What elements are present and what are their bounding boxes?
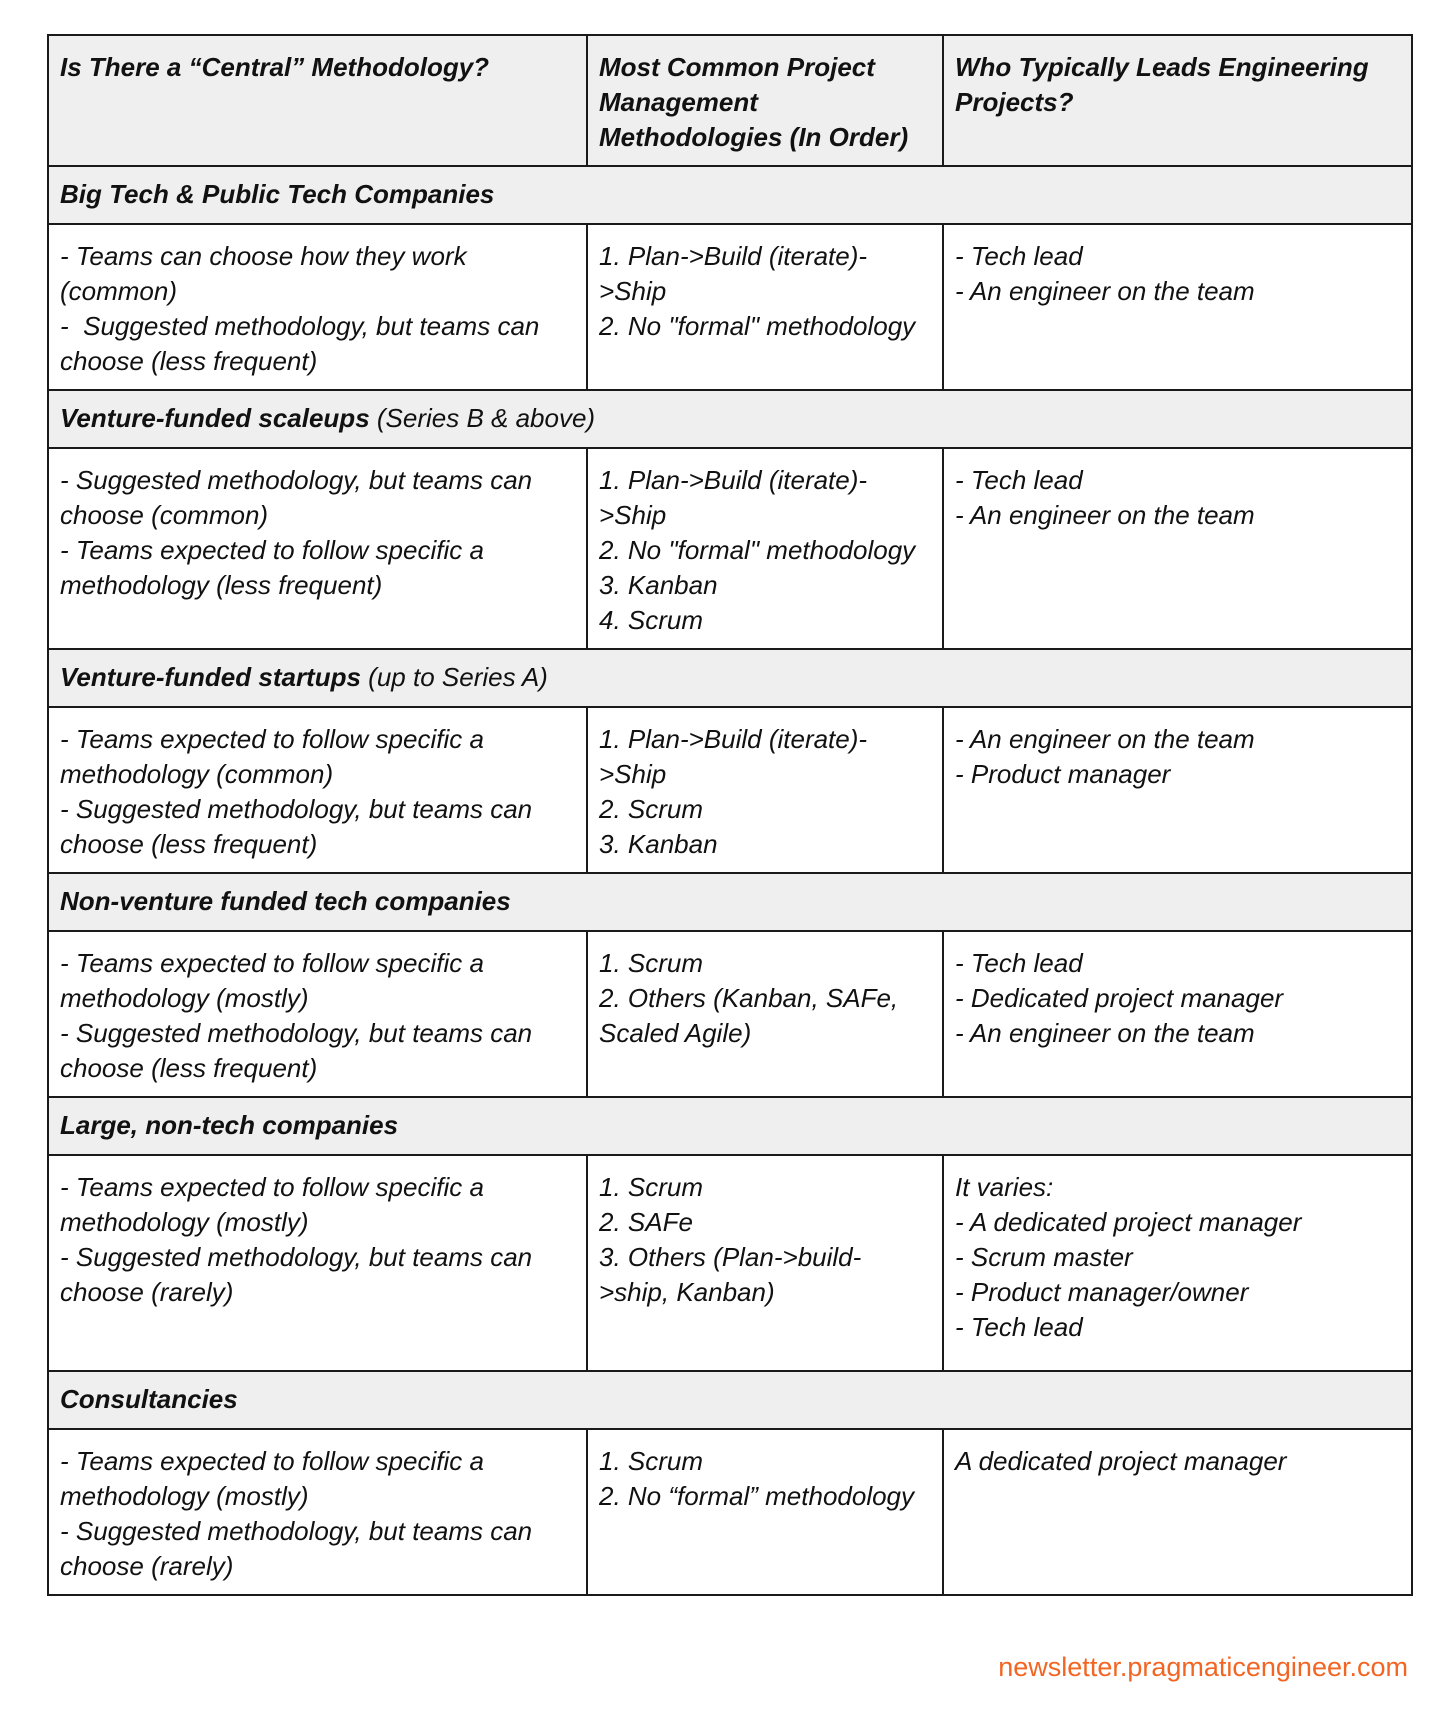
cell-line: - Tech lead	[955, 1312, 1083, 1342]
cell-line: - Suggested methodology, but teams can choose (less frequent)	[60, 1018, 540, 1083]
cell-line: - Teams expected to follow specific a methodology (mostly)	[60, 1446, 492, 1511]
cell-line: - Suggested methodology, but teams can choose (less frequent)	[60, 794, 540, 859]
cell-line: 1. Scrum	[599, 1172, 704, 1202]
header-project-leads: Who Typically Leads Engineering Projects?	[943, 35, 1412, 166]
cell-line: 2. SAFe	[599, 1207, 693, 1237]
cell-line: 1. Scrum	[599, 1446, 704, 1476]
cell-line: 2. No “formal” methodology	[599, 1481, 915, 1511]
data-row	[48, 707, 1412, 873]
header-central-methodology: Is There a “Central” Methodology?	[48, 35, 587, 166]
section-title	[48, 1097, 1412, 1155]
cell-line: - Suggested methodology, but teams can choose (common)	[60, 465, 540, 530]
cell-line: - Scrum master	[955, 1242, 1133, 1272]
cell-line: - Teams can choose how they work (common)	[60, 241, 474, 306]
cell-line: 1. Plan->Build (iterate)->Ship	[599, 241, 868, 306]
section-name: Venture-funded scaleups	[60, 403, 370, 433]
section-name: Non-venture funded tech companies	[60, 886, 511, 916]
section-row	[48, 873, 1412, 931]
leads-cell	[943, 1155, 1412, 1371]
footer-url: newsletter.pragmaticengineer.com	[998, 1652, 1408, 1682]
data-row	[48, 224, 1412, 390]
central-cell	[48, 1155, 587, 1371]
data-row	[48, 448, 1412, 649]
section-name: Large, non-tech companies	[60, 1110, 399, 1140]
cell-line: - An engineer on the team	[955, 276, 1255, 306]
cell-line: - Teams expected to follow specific a methodology (mostly)	[60, 1172, 492, 1237]
data-row	[48, 931, 1412, 1097]
section-subtitle: (up to Series A)	[360, 662, 548, 692]
leads-cell	[943, 448, 1412, 649]
cell-line: - Suggested methodology, but teams can choose (less frequent)	[60, 311, 547, 376]
section-title	[48, 649, 1412, 707]
methodologies-cell	[587, 1155, 943, 1371]
central-cell	[48, 448, 587, 649]
cell-line: It varies:	[955, 1172, 1054, 1202]
section-name: Consultancies	[60, 1384, 238, 1414]
methodologies-cell	[587, 1429, 943, 1595]
section-title	[48, 873, 1412, 931]
cell-line: 3. Others (Plan->build->ship, Kanban)	[599, 1242, 862, 1307]
methodologies-cell	[587, 448, 943, 649]
cell-line: 3. Kanban	[599, 829, 718, 859]
cell-line: A dedicated project manager	[955, 1446, 1287, 1476]
section-row	[48, 1371, 1412, 1429]
cell-line: 2. Scrum	[599, 794, 704, 824]
cell-line: 2. No "formal" methodology	[599, 535, 916, 565]
methodologies-cell	[587, 224, 943, 390]
cell-line: - An engineer on the team	[955, 500, 1255, 530]
leads-cell	[943, 224, 1412, 390]
section-row	[48, 649, 1412, 707]
cell-line: 1. Scrum	[599, 948, 704, 978]
section-name: Venture-funded startups	[60, 662, 361, 692]
cell-line: - Product manager/owner	[955, 1277, 1249, 1307]
section-subtitle: (Series B & above)	[369, 403, 596, 433]
methodologies-cell	[587, 931, 943, 1097]
cell-line: - Tech lead	[955, 948, 1083, 978]
data-row	[48, 1429, 1412, 1595]
cell-line: - A dedicated project manager	[955, 1207, 1302, 1237]
methodologies-cell	[587, 707, 943, 873]
leads-cell	[943, 1429, 1412, 1595]
section-title	[48, 1371, 1412, 1429]
cell-line: - An engineer on the team	[955, 724, 1255, 754]
leads-cell	[943, 931, 1412, 1097]
cell-line: - Product manager	[955, 759, 1171, 789]
data-row	[48, 1155, 1412, 1371]
cell-line: 3. Kanban	[599, 570, 718, 600]
cell-line: - An engineer on the team	[955, 1018, 1255, 1048]
central-cell	[48, 1429, 587, 1595]
cell-line: - Tech lead	[955, 241, 1083, 271]
central-cell	[48, 931, 587, 1097]
cell-line: - Dedicated project manager	[955, 983, 1284, 1013]
header-common-methodologies: Most Common Project Management Methodologies (In Order)	[587, 35, 943, 166]
cell-line: 1. Plan->Build (iterate)->Ship	[599, 465, 868, 530]
section-row	[48, 1097, 1412, 1155]
cell-line: - Teams expected to follow specific a methodology (common)	[60, 724, 492, 789]
cell-line: - Suggested methodology, but teams can choose (rarely)	[60, 1516, 540, 1581]
methodology-table	[47, 34, 1413, 1596]
header-row	[48, 35, 1412, 166]
cell-line: - Teams expected to follow specific a methodology (mostly)	[60, 948, 492, 1013]
cell-line: - Suggested methodology, but teams can choose (rarely)	[60, 1242, 540, 1307]
central-cell	[48, 224, 587, 390]
cell-line: 2. No "formal" methodology	[599, 311, 916, 341]
section-title	[48, 390, 1412, 448]
central-cell	[48, 707, 587, 873]
section-row	[48, 390, 1412, 448]
section-name: Big Tech & Public Tech Companies	[60, 179, 495, 209]
section-row	[48, 166, 1412, 224]
cell-line: - Tech lead	[955, 465, 1083, 495]
leads-cell	[943, 707, 1412, 873]
cell-line: - Teams expected to follow specific a methodology (less frequent)	[60, 535, 492, 600]
section-title	[48, 166, 1412, 224]
cell-line: 4. Scrum	[599, 605, 704, 635]
cell-line: 2. Others (Kanban, SAFe, Scaled Agile)	[599, 983, 906, 1048]
cell-line: 1. Plan->Build (iterate)->Ship	[599, 724, 868, 789]
